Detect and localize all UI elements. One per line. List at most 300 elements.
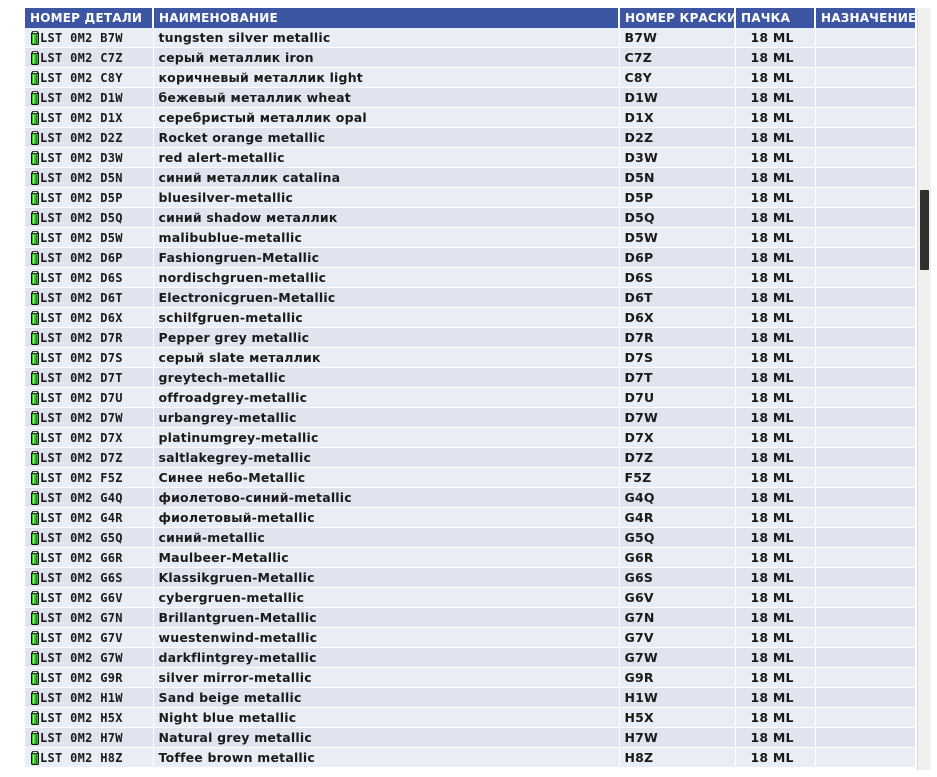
table-row[interactable] bbox=[25, 108, 915, 128]
pack-cell: 18 ML bbox=[735, 48, 815, 68]
part-number-cell[interactable] bbox=[25, 268, 153, 288]
paint-code-cell: D2Z bbox=[619, 128, 735, 148]
paint-can-icon[interactable] bbox=[31, 711, 39, 725]
part-number-text: LST 0M2 D2Z bbox=[40, 130, 123, 145]
header-pack[interactable]: ПАЧКА bbox=[735, 8, 815, 28]
pack-cell: 18 ML bbox=[735, 208, 815, 228]
part-number-cell[interactable] bbox=[25, 528, 153, 548]
part-number-cell[interactable] bbox=[25, 348, 153, 368]
pack-cell: 18 ML bbox=[735, 608, 815, 628]
purpose-cell bbox=[815, 128, 915, 148]
pack-cell: 18 ML bbox=[735, 428, 815, 448]
pack-cell: 18 ML bbox=[735, 468, 815, 488]
paint-can-icon[interactable] bbox=[31, 391, 39, 405]
name-cell: синий-metallic bbox=[153, 528, 619, 548]
paint-can-icon[interactable] bbox=[31, 331, 39, 345]
part-number-text: LST 0M2 D7W bbox=[40, 410, 123, 425]
part-number-cell[interactable] bbox=[25, 428, 153, 448]
name-cell: platinumgrey-metallic bbox=[153, 428, 619, 448]
paint-table-container bbox=[25, 8, 915, 768]
paint-code-cell: D6T bbox=[619, 288, 735, 308]
paint-code-cell: D5N bbox=[619, 168, 735, 188]
part-number-text: LST 0M2 B7W bbox=[40, 30, 123, 45]
part-number-cell[interactable] bbox=[25, 68, 153, 88]
name-cell: wuestenwind-metallic bbox=[153, 628, 619, 648]
pack-cell: 18 ML bbox=[735, 388, 815, 408]
paint-table bbox=[25, 8, 916, 768]
part-number-text: LST 0M2 D6X bbox=[40, 310, 123, 325]
header-part-number[interactable]: НОМЕР ДЕТАЛИ bbox=[25, 8, 153, 28]
paint-code-cell: G4Q bbox=[619, 488, 735, 508]
part-number-text: LST 0M2 C7Z bbox=[40, 50, 123, 65]
part-number-text: LST 0M2 C8Y bbox=[40, 70, 123, 85]
paint-code-cell: D1W bbox=[619, 88, 735, 108]
name-cell: cybergruen-metallic bbox=[153, 588, 619, 608]
pack-cell: 18 ML bbox=[735, 648, 815, 668]
purpose-cell bbox=[815, 408, 915, 428]
paint-can-icon[interactable] bbox=[31, 31, 39, 45]
purpose-cell bbox=[815, 708, 915, 728]
pack-cell: 18 ML bbox=[735, 268, 815, 288]
name-cell: серый металлик iron bbox=[153, 48, 619, 68]
part-number-text: LST 0M2 G4Q bbox=[40, 490, 123, 505]
header-purpose[interactable]: НАЗНАЧЕНИЕ bbox=[815, 8, 915, 28]
paint-code-cell: H5X bbox=[619, 708, 735, 728]
table-row[interactable] bbox=[25, 588, 915, 608]
pack-cell: 18 ML bbox=[735, 128, 815, 148]
paint-can-icon[interactable] bbox=[31, 291, 39, 305]
pack-cell: 18 ML bbox=[735, 548, 815, 568]
name-cell: фиолетово-синий-metallic bbox=[153, 488, 619, 508]
purpose-cell bbox=[815, 388, 915, 408]
pack-cell: 18 ML bbox=[735, 168, 815, 188]
part-number-text: LST 0M2 D6T bbox=[40, 290, 123, 305]
purpose-cell bbox=[815, 248, 915, 268]
table-row[interactable] bbox=[25, 228, 915, 248]
paint-code-cell: G5Q bbox=[619, 528, 735, 548]
pack-cell: 18 ML bbox=[735, 308, 815, 328]
part-number-text: LST 0M2 D7S bbox=[40, 350, 123, 365]
purpose-cell bbox=[815, 148, 915, 168]
paint-can-icon[interactable] bbox=[31, 91, 39, 105]
name-cell: коричневый металлик light bbox=[153, 68, 619, 88]
table-row[interactable] bbox=[25, 608, 915, 628]
part-number-text: LST 0M2 G5Q bbox=[40, 530, 123, 545]
paint-code-cell: H1W bbox=[619, 688, 735, 708]
paint-can-icon[interactable] bbox=[31, 271, 39, 285]
paint-code-cell: D7W bbox=[619, 408, 735, 428]
paint-code-cell: D1X bbox=[619, 108, 735, 128]
part-number-text: LST 0M2 D5W bbox=[40, 230, 123, 245]
part-number-text: LST 0M2 D3W bbox=[40, 150, 123, 165]
paint-code-cell: D7U bbox=[619, 388, 735, 408]
pack-cell: 18 ML bbox=[735, 28, 815, 48]
pack-cell: 18 ML bbox=[735, 528, 815, 548]
paint-code-cell: D7Z bbox=[619, 448, 735, 468]
purpose-cell bbox=[815, 528, 915, 548]
table-row[interactable] bbox=[25, 708, 915, 728]
name-cell: Rocket orange metallic bbox=[153, 128, 619, 148]
name-cell: синий shadow металлик bbox=[153, 208, 619, 228]
paint-code-cell: H8Z bbox=[619, 748, 735, 768]
paint-can-icon[interactable] bbox=[31, 631, 39, 645]
paint-can-icon[interactable] bbox=[31, 451, 39, 465]
table-row[interactable] bbox=[25, 728, 915, 748]
pack-cell: 18 ML bbox=[735, 568, 815, 588]
paint-can-icon[interactable] bbox=[31, 751, 39, 765]
purpose-cell bbox=[815, 668, 915, 688]
part-number-text: LST 0M2 H8Z bbox=[40, 750, 123, 765]
name-cell: синий металлик catalina bbox=[153, 168, 619, 188]
paint-code-cell: G6S bbox=[619, 568, 735, 588]
part-number-text: LST 0M2 D7R bbox=[40, 330, 123, 345]
header-name[interactable]: НАИМЕНОВАНИЕ bbox=[153, 8, 619, 28]
part-number-cell[interactable] bbox=[25, 168, 153, 188]
pack-cell: 18 ML bbox=[735, 228, 815, 248]
purpose-cell bbox=[815, 308, 915, 328]
paint-can-icon[interactable] bbox=[31, 551, 39, 565]
pack-cell: 18 ML bbox=[735, 628, 815, 648]
paint-code-cell: C7Z bbox=[619, 48, 735, 68]
scrollbar-thumb[interactable] bbox=[920, 190, 929, 270]
part-number-text: LST 0M2 G6R bbox=[40, 550, 123, 565]
part-number-cell[interactable] bbox=[25, 508, 153, 528]
paint-can-icon[interactable] bbox=[31, 731, 39, 745]
pack-cell: 18 ML bbox=[735, 288, 815, 308]
table-row[interactable] bbox=[25, 408, 915, 428]
pack-cell: 18 ML bbox=[735, 148, 815, 168]
name-cell: darkflintgrey-metallic bbox=[153, 648, 619, 668]
part-number-cell[interactable] bbox=[25, 628, 153, 648]
paint-code-cell: B7W bbox=[619, 28, 735, 48]
name-cell: schilfgruen-metallic bbox=[153, 308, 619, 328]
table-row[interactable] bbox=[25, 288, 915, 308]
paint-can-icon[interactable] bbox=[31, 531, 39, 545]
paint-can-icon[interactable] bbox=[31, 611, 39, 625]
pack-cell: 18 ML bbox=[735, 108, 815, 128]
part-number-cell[interactable] bbox=[25, 608, 153, 628]
purpose-cell bbox=[815, 208, 915, 228]
paint-code-cell: D6S bbox=[619, 268, 735, 288]
part-number-cell[interactable] bbox=[25, 548, 153, 568]
purpose-cell bbox=[815, 348, 915, 368]
paint-code-cell: D6P bbox=[619, 248, 735, 268]
table-row[interactable] bbox=[25, 488, 915, 508]
paint-code-cell: G7W bbox=[619, 648, 735, 668]
table-row[interactable] bbox=[25, 268, 915, 288]
table-row[interactable] bbox=[25, 508, 915, 528]
paint-code-cell: D5P bbox=[619, 188, 735, 208]
purpose-cell bbox=[815, 568, 915, 588]
vertical-scrollbar[interactable] bbox=[917, 8, 931, 770]
pack-cell: 18 ML bbox=[735, 368, 815, 388]
part-number-text: LST 0M2 G6S bbox=[40, 570, 123, 585]
paint-code-cell: G7V bbox=[619, 628, 735, 648]
name-cell: Sand beige metallic bbox=[153, 688, 619, 708]
paint-code-cell: D5W bbox=[619, 228, 735, 248]
purpose-cell bbox=[815, 288, 915, 308]
purpose-cell bbox=[815, 88, 915, 108]
name-cell: Klassikgruen-Metallic bbox=[153, 568, 619, 588]
part-number-cell[interactable] bbox=[25, 288, 153, 308]
name-cell: greytech-metallic bbox=[153, 368, 619, 388]
paint-code-cell: D5Q bbox=[619, 208, 735, 228]
paint-can-icon[interactable] bbox=[31, 151, 39, 165]
pack-cell: 18 ML bbox=[735, 748, 815, 768]
purpose-cell bbox=[815, 588, 915, 608]
paint-code-cell: C8Y bbox=[619, 68, 735, 88]
part-number-text: LST 0M2 D7Z bbox=[40, 450, 123, 465]
part-number-cell[interactable] bbox=[25, 48, 153, 68]
pack-cell: 18 ML bbox=[735, 488, 815, 508]
part-number-text: LST 0M2 G7W bbox=[40, 650, 123, 665]
part-number-cell[interactable] bbox=[25, 228, 153, 248]
table-row[interactable] bbox=[25, 388, 915, 408]
name-cell: Maulbeer-Metallic bbox=[153, 548, 619, 568]
name-cell: Natural grey metallic bbox=[153, 728, 619, 748]
paint-code-cell: D7S bbox=[619, 348, 735, 368]
paint-can-icon[interactable] bbox=[31, 111, 39, 125]
part-number-text: LST 0M2 D7X bbox=[40, 430, 123, 445]
paint-code-cell: D3W bbox=[619, 148, 735, 168]
purpose-cell bbox=[815, 628, 915, 648]
part-number-cell[interactable] bbox=[25, 108, 153, 128]
paint-can-icon[interactable] bbox=[31, 431, 39, 445]
purpose-cell bbox=[815, 168, 915, 188]
name-cell: malibublue-metallic bbox=[153, 228, 619, 248]
part-number-text: LST 0M2 D6P bbox=[40, 250, 123, 265]
part-number-text: LST 0M2 G7N bbox=[40, 610, 123, 625]
paint-can-icon[interactable] bbox=[31, 171, 39, 185]
part-number-text: LST 0M2 H5X bbox=[40, 710, 123, 725]
table-row[interactable] bbox=[25, 68, 915, 88]
part-number-cell[interactable] bbox=[25, 448, 153, 468]
table-row[interactable] bbox=[25, 548, 915, 568]
part-number-text: LST 0M2 D5P bbox=[40, 190, 123, 205]
part-number-cell[interactable] bbox=[25, 188, 153, 208]
name-cell: offroadgrey-metallic bbox=[153, 388, 619, 408]
part-number-cell[interactable] bbox=[25, 728, 153, 748]
purpose-cell bbox=[815, 448, 915, 468]
pack-cell: 18 ML bbox=[735, 688, 815, 708]
table-row[interactable] bbox=[25, 468, 915, 488]
paint-can-icon[interactable] bbox=[31, 591, 39, 605]
part-number-text: LST 0M2 G6V bbox=[40, 590, 123, 605]
purpose-cell bbox=[815, 468, 915, 488]
table-row[interactable] bbox=[25, 448, 915, 468]
purpose-cell bbox=[815, 268, 915, 288]
part-number-cell[interactable] bbox=[25, 748, 153, 768]
pack-cell: 18 ML bbox=[735, 328, 815, 348]
paint-can-icon[interactable] bbox=[31, 131, 39, 145]
purpose-cell bbox=[815, 328, 915, 348]
name-cell: bluesilver-metallic bbox=[153, 188, 619, 208]
table-row[interactable] bbox=[25, 648, 915, 668]
part-number-cell[interactable] bbox=[25, 88, 153, 108]
purpose-cell bbox=[815, 488, 915, 508]
table-row[interactable] bbox=[25, 528, 915, 548]
purpose-cell bbox=[815, 368, 915, 388]
pack-cell: 18 ML bbox=[735, 668, 815, 688]
pack-cell: 18 ML bbox=[735, 188, 815, 208]
table-row[interactable] bbox=[25, 428, 915, 448]
part-number-cell[interactable] bbox=[25, 248, 153, 268]
name-cell: tungsten silver metallic bbox=[153, 28, 619, 48]
table-row[interactable] bbox=[25, 628, 915, 648]
name-cell: бежевый металлик wheat bbox=[153, 88, 619, 108]
part-number-text: LST 0M2 H1W bbox=[40, 690, 123, 705]
part-number-text: LST 0M2 G4R bbox=[40, 510, 123, 525]
name-cell: серебристый металлик opal bbox=[153, 108, 619, 128]
table-row[interactable] bbox=[25, 208, 915, 228]
paint-code-cell: H7W bbox=[619, 728, 735, 748]
table-row[interactable] bbox=[25, 688, 915, 708]
paint-can-icon[interactable] bbox=[31, 571, 39, 585]
part-number-text: LST 0M2 D5Q bbox=[40, 210, 123, 225]
paint-code-cell: D6X bbox=[619, 308, 735, 328]
paint-can-icon[interactable] bbox=[31, 411, 39, 425]
pack-cell: 18 ML bbox=[735, 88, 815, 108]
purpose-cell bbox=[815, 608, 915, 628]
part-number-cell[interactable] bbox=[25, 668, 153, 688]
purpose-cell bbox=[815, 48, 915, 68]
pack-cell: 18 ML bbox=[735, 248, 815, 268]
table-row[interactable] bbox=[25, 188, 915, 208]
name-cell: nordischgruen-metallic bbox=[153, 268, 619, 288]
table-row[interactable] bbox=[25, 48, 915, 68]
purpose-cell bbox=[815, 28, 915, 48]
pack-cell: 18 ML bbox=[735, 708, 815, 728]
purpose-cell bbox=[815, 748, 915, 768]
paint-can-icon[interactable] bbox=[31, 311, 39, 325]
name-cell: фиолетовый-metallic bbox=[153, 508, 619, 528]
table-row[interactable] bbox=[25, 148, 915, 168]
paint-can-icon[interactable] bbox=[31, 251, 39, 265]
name-cell: Pepper grey metallic bbox=[153, 328, 619, 348]
name-cell: Синее небо-Metallic bbox=[153, 468, 619, 488]
pack-cell: 18 ML bbox=[735, 68, 815, 88]
part-number-cell[interactable] bbox=[25, 488, 153, 508]
part-number-text: LST 0M2 D7T bbox=[40, 370, 123, 385]
name-cell: Fashiongruen-Metallic bbox=[153, 248, 619, 268]
paint-code-cell: G7N bbox=[619, 608, 735, 628]
table-row[interactable] bbox=[25, 668, 915, 688]
part-number-cell[interactable] bbox=[25, 28, 153, 48]
paint-can-icon[interactable] bbox=[31, 71, 39, 85]
paint-code-cell: G6R bbox=[619, 548, 735, 568]
part-number-cell[interactable] bbox=[25, 708, 153, 728]
paint-can-icon[interactable] bbox=[31, 351, 39, 365]
pack-cell: 18 ML bbox=[735, 348, 815, 368]
name-cell: urbangrey-metallic bbox=[153, 408, 619, 428]
paint-can-icon[interactable] bbox=[31, 691, 39, 705]
purpose-cell bbox=[815, 688, 915, 708]
paint-code-cell: D7X bbox=[619, 428, 735, 448]
header-paint-code[interactable]: НОМЕР КРАСКИ bbox=[619, 8, 735, 28]
part-number-text: LST 0M2 D1X bbox=[40, 110, 123, 125]
paint-code-cell: G9R bbox=[619, 668, 735, 688]
table-row[interactable] bbox=[25, 88, 915, 108]
paint-can-icon[interactable] bbox=[31, 671, 39, 685]
table-row[interactable] bbox=[25, 748, 915, 768]
name-cell: silver mirror-metallic bbox=[153, 668, 619, 688]
paint-code-cell: D7R bbox=[619, 328, 735, 348]
paint-can-icon[interactable] bbox=[31, 511, 39, 525]
paint-code-cell: D7T bbox=[619, 368, 735, 388]
table-row[interactable] bbox=[25, 308, 915, 328]
part-number-cell[interactable] bbox=[25, 328, 153, 348]
paint-can-icon[interactable] bbox=[31, 471, 39, 485]
name-cell: серый slate металлик bbox=[153, 348, 619, 368]
paint-can-icon[interactable] bbox=[31, 51, 39, 65]
paint-code-cell: F5Z bbox=[619, 468, 735, 488]
paint-can-icon[interactable] bbox=[31, 211, 39, 225]
part-number-cell[interactable] bbox=[25, 648, 153, 668]
table-row[interactable] bbox=[25, 28, 915, 48]
table-header-row bbox=[25, 8, 915, 28]
part-number-text: LST 0M2 D1W bbox=[40, 90, 123, 105]
part-number-cell[interactable] bbox=[25, 408, 153, 428]
paint-code-cell: G4R bbox=[619, 508, 735, 528]
purpose-cell bbox=[815, 108, 915, 128]
table-row[interactable] bbox=[25, 348, 915, 368]
name-cell: Brillantgruen-Metallic bbox=[153, 608, 619, 628]
purpose-cell bbox=[815, 728, 915, 748]
paint-can-icon[interactable] bbox=[31, 191, 39, 205]
table-row[interactable] bbox=[25, 368, 915, 388]
purpose-cell bbox=[815, 508, 915, 528]
part-number-text: LST 0M2 D6S bbox=[40, 270, 123, 285]
part-number-cell[interactable] bbox=[25, 368, 153, 388]
pack-cell: 18 ML bbox=[735, 408, 815, 428]
name-cell: Electronicgruen-Metallic bbox=[153, 288, 619, 308]
table-row[interactable] bbox=[25, 248, 915, 268]
part-number-cell[interactable] bbox=[25, 568, 153, 588]
part-number-text: LST 0M2 D5N bbox=[40, 170, 123, 185]
paint-can-icon[interactable] bbox=[31, 371, 39, 385]
table-row[interactable] bbox=[25, 168, 915, 188]
table-row[interactable] bbox=[25, 568, 915, 588]
purpose-cell bbox=[815, 188, 915, 208]
part-number-cell[interactable] bbox=[25, 128, 153, 148]
name-cell: saltlakegrey-metallic bbox=[153, 448, 619, 468]
pack-cell: 18 ML bbox=[735, 508, 815, 528]
part-number-text: LST 0M2 F5Z bbox=[40, 470, 123, 485]
purpose-cell bbox=[815, 428, 915, 448]
pack-cell: 18 ML bbox=[735, 728, 815, 748]
part-number-text: LST 0M2 D7U bbox=[40, 390, 123, 405]
table-row[interactable] bbox=[25, 328, 915, 348]
purpose-cell bbox=[815, 648, 915, 668]
pack-cell: 18 ML bbox=[735, 588, 815, 608]
table-row[interactable] bbox=[25, 128, 915, 148]
paint-can-icon[interactable] bbox=[31, 491, 39, 505]
name-cell: Night blue metallic bbox=[153, 708, 619, 728]
part-number-text: LST 0M2 H7W bbox=[40, 730, 123, 745]
paint-can-icon[interactable] bbox=[31, 651, 39, 665]
part-number-cell[interactable] bbox=[25, 588, 153, 608]
part-number-cell[interactable] bbox=[25, 308, 153, 328]
part-number-text: LST 0M2 G9R bbox=[40, 670, 123, 685]
part-number-cell[interactable] bbox=[25, 148, 153, 168]
paint-can-icon[interactable] bbox=[31, 231, 39, 245]
part-number-cell[interactable] bbox=[25, 388, 153, 408]
part-number-cell[interactable] bbox=[25, 468, 153, 488]
name-cell: red alert-metallic bbox=[153, 148, 619, 168]
part-number-cell[interactable] bbox=[25, 208, 153, 228]
purpose-cell bbox=[815, 228, 915, 248]
part-number-cell[interactable] bbox=[25, 688, 153, 708]
